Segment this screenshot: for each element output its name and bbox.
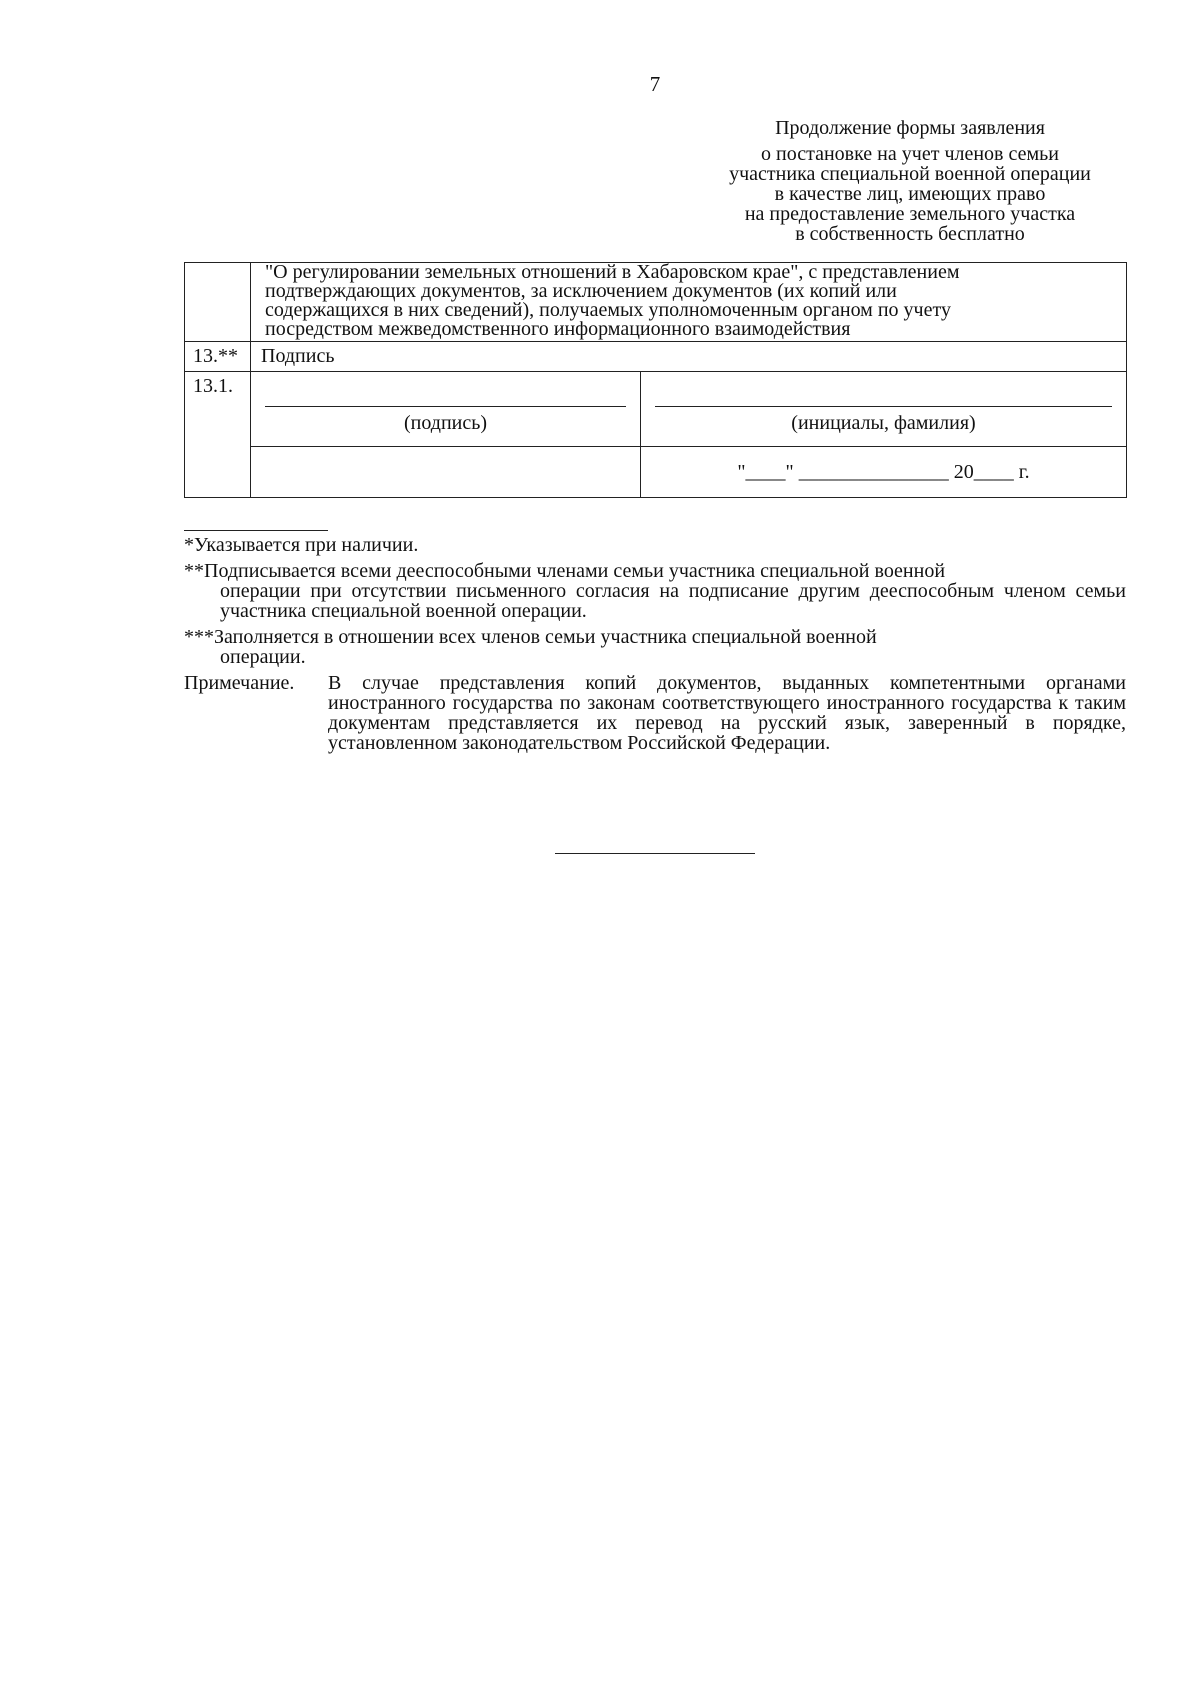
- row-number: 13.1.: [185, 372, 251, 498]
- note-label: Примечание.: [184, 672, 295, 694]
- name-field[interactable]: [641, 372, 1127, 447]
- name-line: [655, 406, 1112, 407]
- footnote-rule: [184, 530, 328, 531]
- form-heading-title: Продолжение формы заявления: [775, 117, 1045, 139]
- table-row-continuation: [185, 263, 1127, 342]
- signature-field[interactable]: [251, 372, 641, 447]
- date-field[interactable]: [641, 447, 1127, 498]
- form-heading-line: о постановке на учет членов семьи: [761, 143, 1059, 165]
- footnotes: [184, 530, 1126, 753]
- footnote-2-continuation: операции при отсутствии письменного согласия на подписание другим дееспособным членом семьи участника специальной военной операции.: [220, 580, 1126, 622]
- row-number: 13.**: [185, 342, 251, 372]
- footnote-1: *Указывается при наличии.: [184, 534, 419, 556]
- form-heading-line: в собственность бесплатно: [795, 223, 1025, 245]
- form-heading-line: в качестве лиц, имеющих право: [774, 183, 1046, 205]
- application-form-table: [184, 262, 1127, 498]
- footnote-3-continuation: операции.: [220, 646, 306, 668]
- footnote-3: [184, 627, 1126, 667]
- signature-section-label: Подпись: [251, 342, 1127, 372]
- note-text: В случае представления копий документов, выданных компетентными органами иностранного государства по законам соответствующего иностранного государства к таким документам представляется их перевод на русский язык, заверенный в порядке, установленном законодательством Российской Федерации.: [328, 672, 1126, 754]
- row-number-empty: [185, 263, 251, 342]
- footnote-2-first-line: **Подписывается всеми дееспособными членами семьи участника специальной военной: [184, 560, 946, 582]
- signature-caption: (подпись): [403, 412, 488, 434]
- footnote-3-first-line: ***Заполняется в отношении всех членов семьи участника специальной военной: [184, 626, 877, 648]
- form-heading: [660, 118, 1160, 244]
- table-row-13-1: [185, 372, 1127, 447]
- continuation-line: содержащихся в них сведений), получаемых уполномоченным органом по учету: [265, 299, 951, 321]
- name-caption: (инициалы, фамилия): [791, 412, 976, 434]
- continuation-line: подтверждающих документов, за исключением документов (их копий или: [265, 280, 897, 302]
- signature-line: [265, 406, 626, 407]
- table-row-13: [185, 342, 1127, 372]
- continuation-line: посредством межведомственного информационного взаимодействия: [265, 318, 851, 340]
- continuation-text: [251, 263, 1127, 342]
- footnote-2: [184, 561, 1126, 621]
- empty-cell: [251, 447, 641, 498]
- note: [184, 673, 1126, 753]
- form-heading-line: участника специальной военной операции: [729, 163, 1091, 185]
- end-rule: [555, 853, 755, 854]
- continuation-line: "О регулировании земельных отношений в Хабаровском крае", с представлением: [265, 261, 960, 283]
- form-heading-line: на предоставление земельного участка: [744, 203, 1076, 225]
- date-text: "____" _______________ 20____ г.: [737, 461, 1030, 483]
- page-number: 7: [649, 72, 661, 96]
- table-row-13-1-date: [185, 447, 1127, 498]
